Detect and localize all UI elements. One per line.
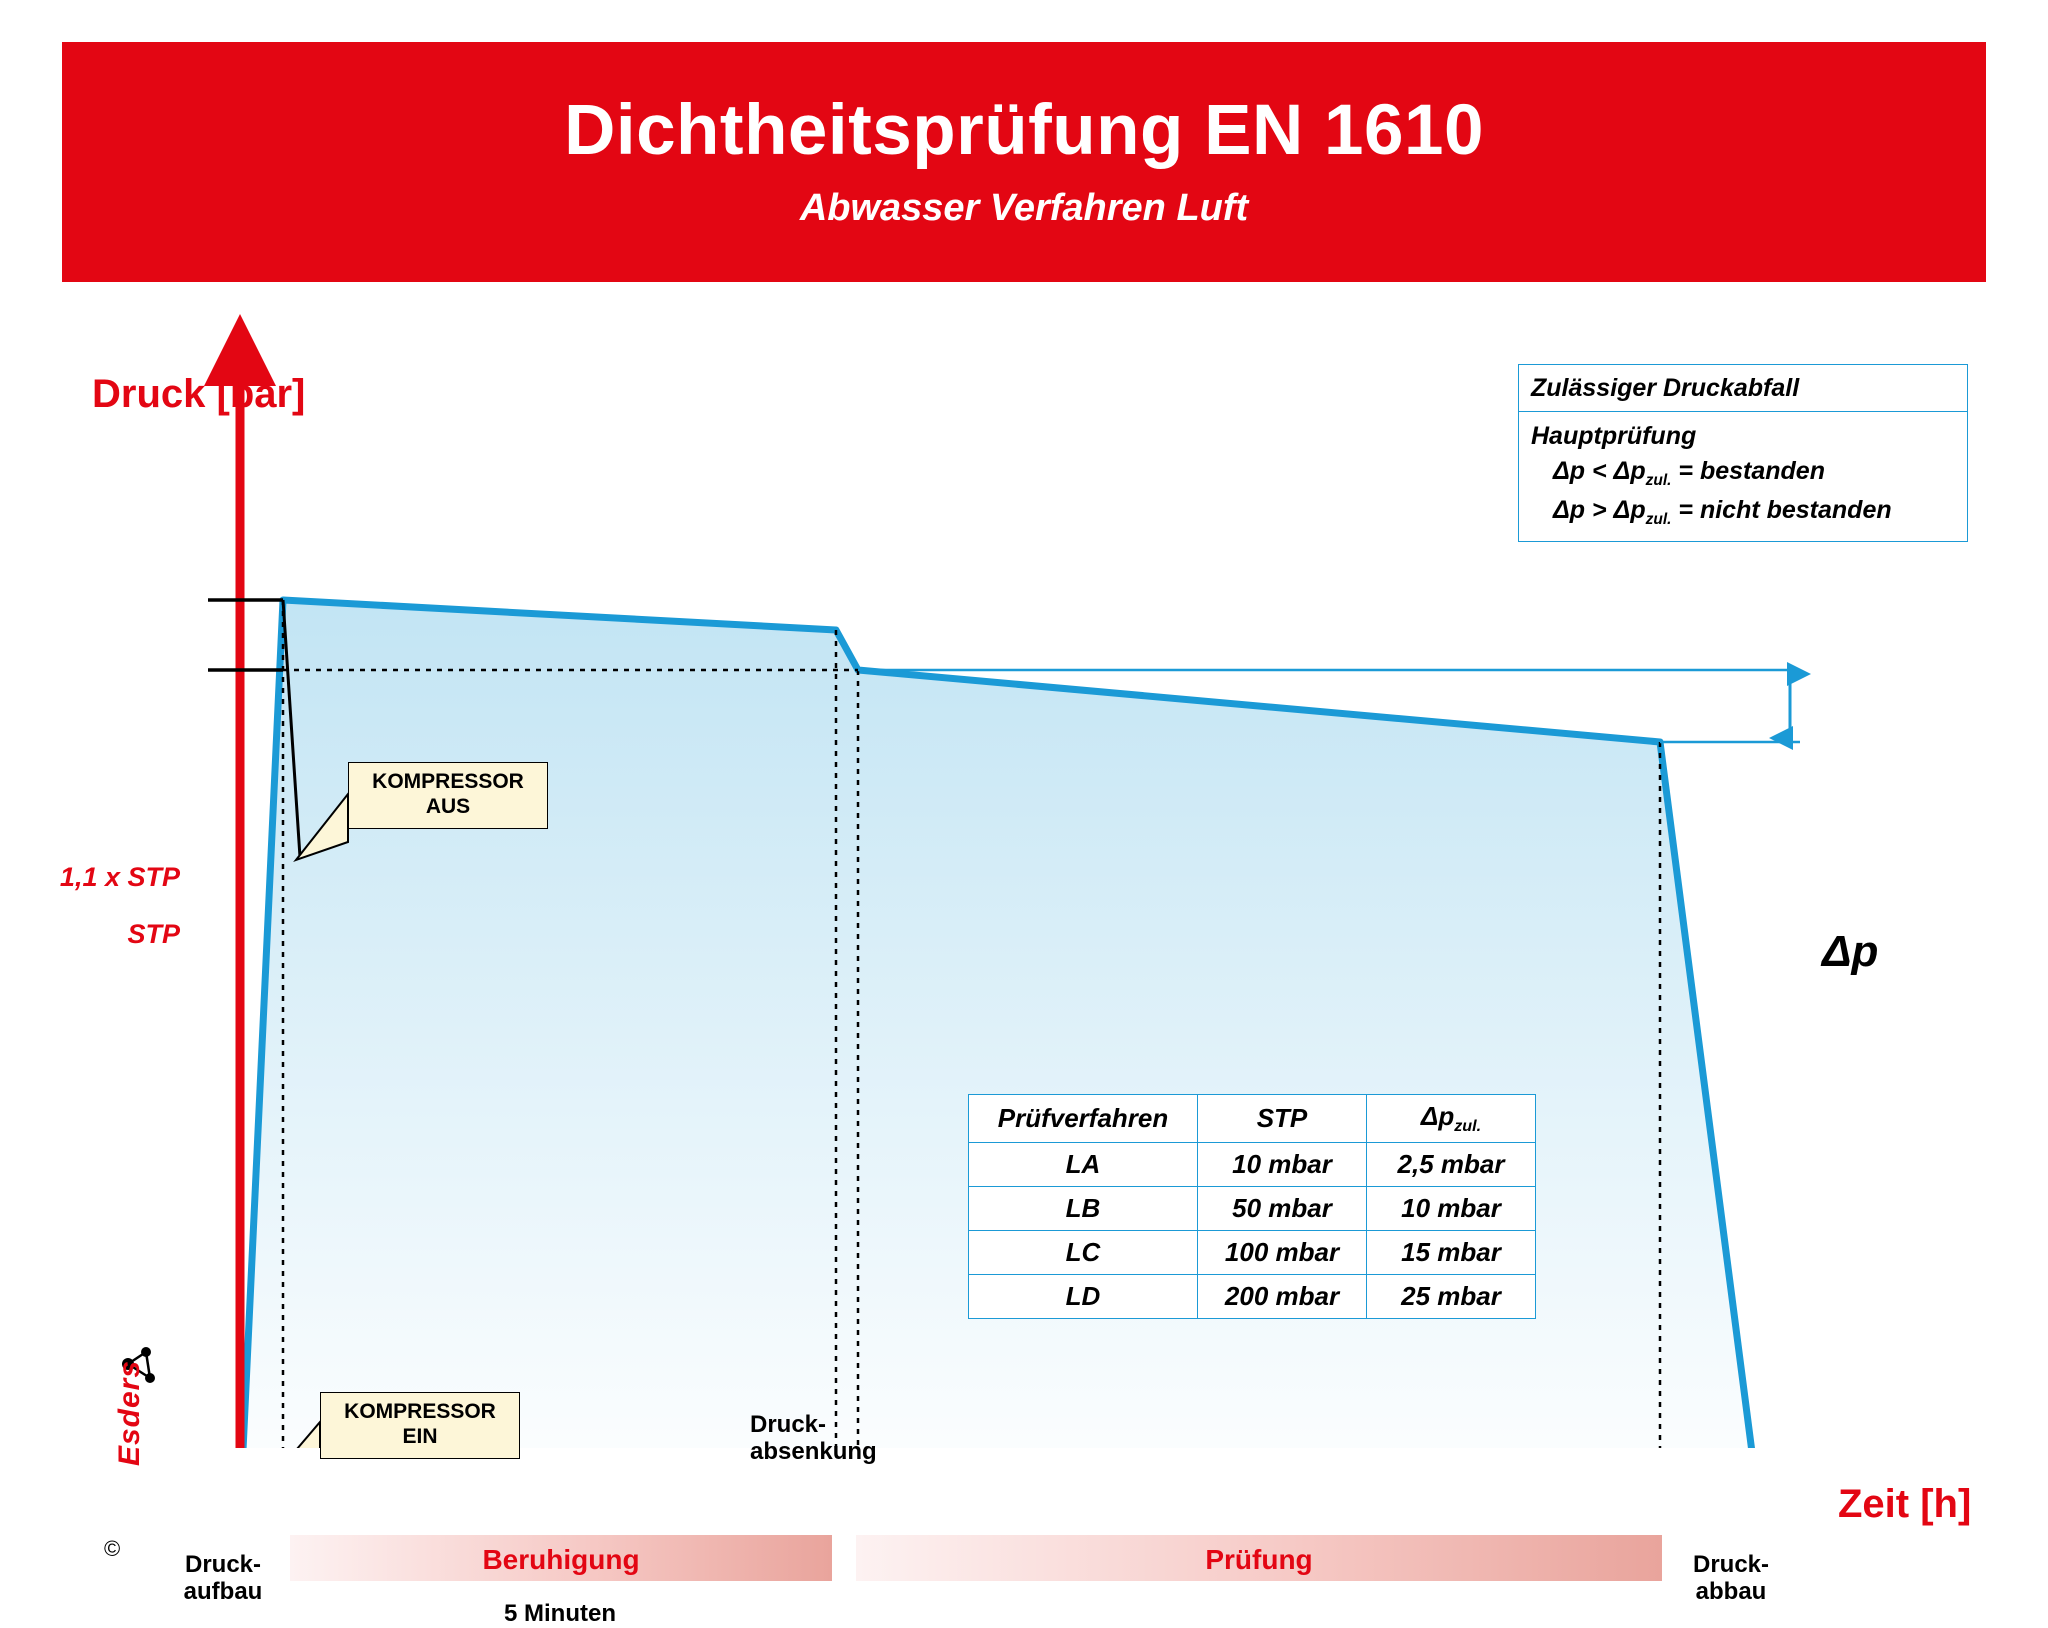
table-row — [969, 1143, 1536, 1187]
table-row — [969, 1187, 1536, 1231]
table-cell-method: LB — [969, 1187, 1198, 1231]
table-header-dp — [1367, 1095, 1536, 1143]
table-cell-dp: 2,5 mbar — [1367, 1143, 1536, 1187]
legend-line-bestanden — [1519, 453, 1967, 492]
table-cell-method: LD — [969, 1275, 1198, 1319]
table-row — [969, 1231, 1536, 1275]
x-axis-title: Zeit [h] — [1838, 1482, 1972, 1526]
beruhigung-duration-label: 5 Minuten — [504, 1600, 616, 1627]
legend-nicht-bestanden-a: Δp > Δp — [1553, 496, 1646, 524]
table-cell-method: LA — [969, 1143, 1198, 1187]
y-tick-label-1-1-stp: 1,1 x STP — [59, 862, 180, 892]
delta-p-label: Δp — [1822, 927, 1879, 976]
callout-aus-line1: KOMPRESSOR — [372, 770, 524, 793]
callout-aus-line2: AUS — [425, 794, 471, 818]
legend-bestanden-a: Δp < Δp — [1553, 457, 1646, 485]
test-method-table — [968, 1094, 1536, 1319]
druckabbau-line1: Druck- — [1692, 1551, 1770, 1578]
page-subtitle: Abwasser Verfahren Luft — [799, 186, 1249, 229]
table-cell-stp: 50 mbar — [1198, 1187, 1367, 1231]
table-cell-stp: 10 mbar — [1198, 1143, 1367, 1187]
legend-line-hauptpruefung: Hauptprüfung — [1531, 422, 1697, 450]
table-cell-stp: 200 mbar — [1198, 1275, 1367, 1319]
table-header-dp-sub: zul. — [1454, 1117, 1482, 1136]
table-header-stp: STP — [1198, 1095, 1367, 1143]
legend-line-nicht-bestanden — [1519, 492, 1967, 531]
table-header-dp-main: Δp — [1420, 1101, 1455, 1131]
table-cell-method: LC — [969, 1231, 1198, 1275]
header-banner — [62, 42, 1986, 282]
callout-kompressor-ein — [320, 1392, 520, 1459]
table-cell-dp: 10 mbar — [1367, 1187, 1536, 1231]
legend-bestanden-b: = bestanden — [1671, 457, 1825, 485]
druckabsenkung-line1: Druck- — [750, 1411, 827, 1438]
y-tick-label-stp: STP — [127, 919, 180, 949]
copyright-symbol: © — [104, 1536, 121, 1561]
legend-box — [1518, 364, 1968, 542]
page-title: Dichtheitsprüfung EN 1610 — [564, 91, 1484, 171]
table-cell-stp: 100 mbar — [1198, 1231, 1367, 1275]
esders-logo — [96, 1344, 156, 1564]
callout-kompressor-aus — [348, 762, 548, 829]
legend-nicht-bestanden-sub: zul. — [1645, 511, 1672, 528]
annotation-druckaufbau — [128, 1552, 318, 1606]
legend-title: Zulässiger Druckabfall — [1519, 365, 1967, 412]
y-axis-title: Druck [bar] — [92, 372, 306, 416]
druckaufbau-line2: aufbau — [183, 1577, 263, 1605]
table-row — [969, 1275, 1536, 1319]
callout-ein-line2: EIN — [402, 1424, 438, 1448]
annotation-druckabsenkung — [750, 1412, 950, 1466]
table-header-method: Prüfverfahren — [969, 1095, 1198, 1143]
druckabsenkung-line2: absenkung — [750, 1437, 877, 1465]
table-cell-dp: 15 mbar — [1367, 1231, 1536, 1275]
annotation-druckabbau — [1636, 1552, 1826, 1606]
legend-nicht-bestanden-b: = nicht bestanden — [1671, 496, 1892, 524]
esders-logo-text: Esders — [113, 1359, 146, 1467]
phase-label-pruefung: Prüfung — [1205, 1544, 1313, 1575]
druckabbau-line2: abbau — [1695, 1577, 1767, 1605]
druckaufbau-line1: Druck- — [184, 1551, 262, 1578]
phase-label-beruhigung: Beruhigung — [482, 1544, 640, 1575]
table-header-row — [969, 1095, 1536, 1143]
legend-body — [1519, 412, 1967, 541]
legend-bestanden-sub: zul. — [1645, 472, 1672, 489]
table-cell-dp: 25 mbar — [1367, 1275, 1536, 1319]
callout-ein-line1: KOMPRESSOR — [344, 1400, 496, 1423]
pressure-test-diagram — [0, 282, 2048, 1627]
